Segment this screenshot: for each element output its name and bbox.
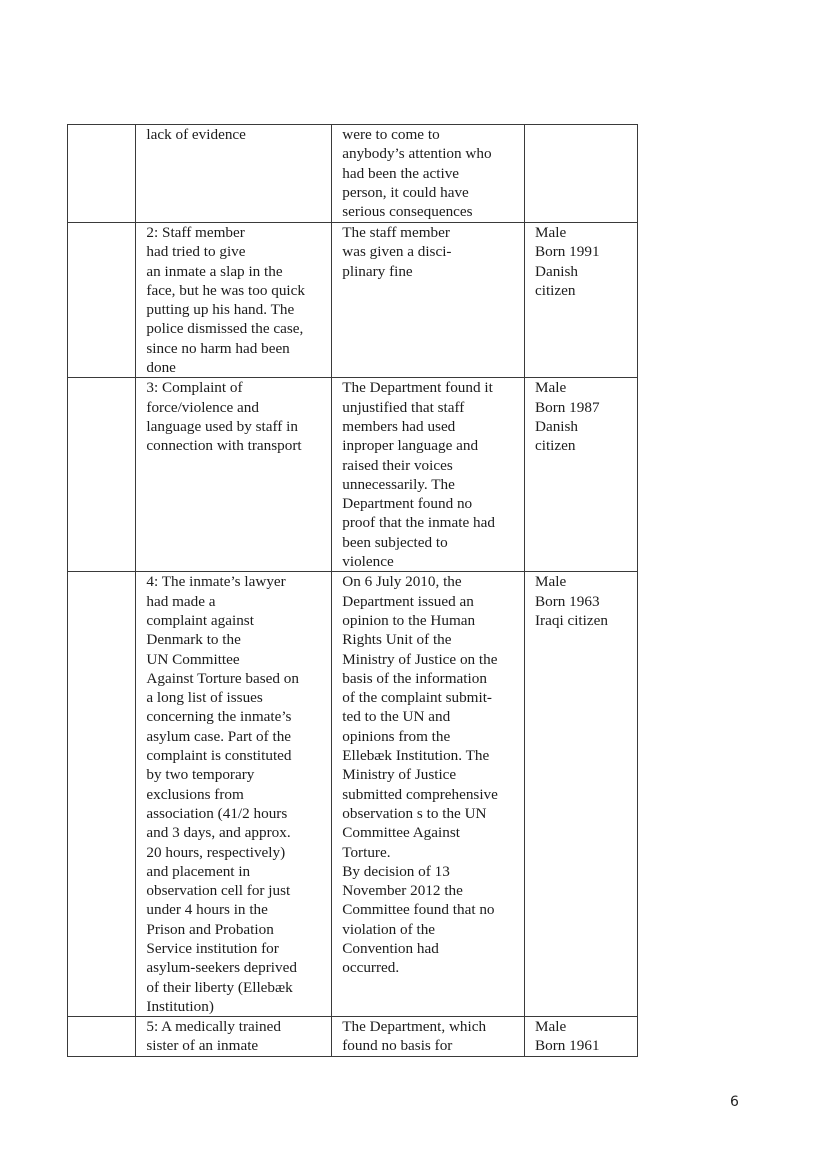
table-row: [68, 572, 638, 1017]
outcome-cell: On 6 July 2010, the Department issued an opinion to the Human Rights Unit of the Ministry of Justice on the basis of the information of the complaint submit- ted to the UN and opinions from the Ellebæk Institution. The Ministry of Justice submitted comprehensive observation s to the UN Committee Against Torture. By decision of 13 November 2012 the Committee found that no violation of the Convention had occurred.: [332, 572, 525, 1017]
description-cell: 5: A medically trained sister of an inmate: [136, 1017, 332, 1057]
outcome-cell: The Department found it unjustified that staff members had used inproper language and raised their voices unnecessarily. The Department found no proof that the inmate had been subjected to violence: [332, 378, 525, 572]
person-cell: Male Born 1991 Danish citizen: [525, 223, 638, 378]
row-id-cell: [68, 572, 136, 1017]
row-id-cell: [68, 125, 136, 223]
person-cell: Male Born 1961: [525, 1017, 638, 1057]
table-row: [68, 125, 638, 223]
description-cell: 2: Staff member had tried to give an inmate a slap in the face, but he was too quick putting up his hand. The police dismissed the case, since no harm had been done: [136, 223, 332, 378]
table-row: [68, 378, 638, 572]
page-number: 6: [730, 1094, 739, 1110]
description-cell: lack of evidence: [136, 125, 332, 223]
complaints-table-body: [68, 125, 638, 1057]
person-cell: Male Born 1987 Danish citizen: [525, 378, 638, 572]
description-cell: 4: The inmate’s lawyer had made a complaint against Denmark to the UN Committee Against Torture based on a long list of issues concerning the inmate’s asylum case. Part of the complaint is constituted by two temporary exclusions from association (41/2 hours and 3 days, and approx. 20 hours, respectively) and placement in observation cell for just under 4 hours in the Prison and Probation Service institution for asylum-seekers deprived of their liberty (Ellebæk Institution): [136, 572, 332, 1017]
row-id-cell: [68, 378, 136, 572]
row-id-cell: [68, 1017, 136, 1057]
person-cell: Male Born 1963 Iraqi citizen: [525, 572, 638, 1017]
complaints-table: [67, 124, 638, 1057]
person-cell: [525, 125, 638, 223]
outcome-cell: The Department, which found no basis for: [332, 1017, 525, 1057]
row-id-cell: [68, 223, 136, 378]
table-row: [68, 1017, 638, 1057]
table-row: [68, 223, 638, 378]
outcome-cell: were to come to anybody’s attention who had been the active person, it could have serious consequences: [332, 125, 525, 223]
outcome-cell: The staff member was given a disci- plinary fine: [332, 223, 525, 378]
description-cell: 3: Complaint of force/violence and language used by staff in connection with transport: [136, 378, 332, 572]
